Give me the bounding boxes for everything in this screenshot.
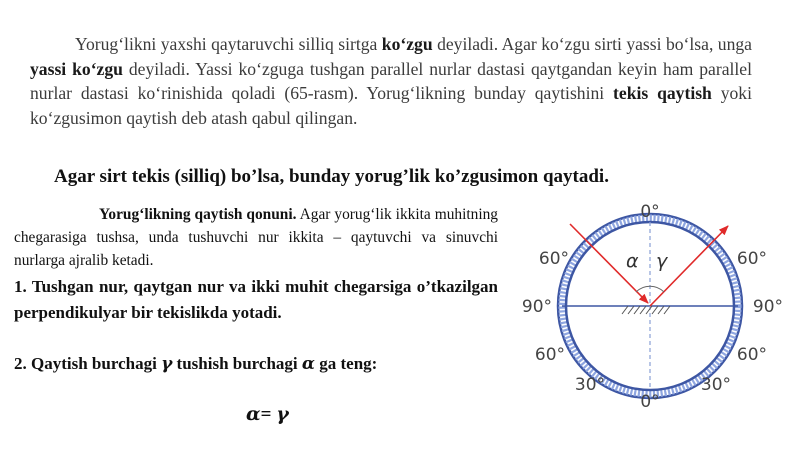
intro-text-2: deyiladi. Agar ko‘zgu sirti yassi bo‘lsa, unga <box>432 34 752 54</box>
rule-2 <box>14 351 498 377</box>
term-specular: tekis qaytish <box>613 83 712 103</box>
formula-gamma: γ <box>276 403 289 425</box>
law-paragraph <box>14 203 498 272</box>
formula <box>246 403 289 426</box>
label-right-mid: 90° <box>752 297 784 317</box>
rule-2-gamma: γ <box>161 354 173 374</box>
label-bottom: 0° <box>640 392 660 412</box>
label-right-lower: 60° <box>736 345 768 365</box>
intro-paragraph <box>30 32 752 130</box>
label-left-lower: 60° <box>534 345 566 365</box>
rule-2-alpha: α <box>301 354 315 374</box>
formula-equals: = <box>260 404 277 425</box>
intro-text-3: deyiladi. Yassi ko‘zguga tushgan parallel nurlar dastasi qaytgandan keyin ham parallel nurlar dastasi ko‘rinishida qoladi (65-rasm). Yorug‘likning bunday qaytishini <box>30 58 753 103</box>
label-right-upper: 60° <box>736 249 768 269</box>
subheading: Agar sirt tekis (silliq) bo’lsa, bunday yorug’lik ko’zgusimon qaytadi. <box>54 166 609 187</box>
label-bottom-left: 30° <box>574 375 606 395</box>
mirror-hatching <box>622 306 670 314</box>
law-title: Yorug‘likning qaytish qonuni. <box>99 206 297 223</box>
rule-2-text-a: 2. Qaytish burchagi <box>14 354 162 373</box>
rule-2-text-b: tushish burchagi <box>172 354 302 373</box>
term-mirror: ko‘zgu <box>381 34 433 54</box>
intro-text-1: Yorug‘likni yaxshi qaytaruvchi silliq sirtga <box>75 34 382 54</box>
label-left-upper: 60° <box>538 249 570 269</box>
intro-text-4: yoki ko‘zgusimon qaytish deb atash qabul qilingan. <box>30 83 752 128</box>
label-bottom-right: 30° <box>700 375 732 395</box>
law-text: Agar yorug‘lik ikkita muhitning chegarasiga tushsa, unda tushuvchi nur ikkita – qaytuvchi va sinuvchi nurlarga ajralib ketadi. <box>14 206 499 269</box>
label-left-mid: 90° <box>521 297 553 317</box>
rule-1: 1. Tushgan nur, qaytgan nur va ikki muhit chegarsiga o’tkazilgan perpendikulyar bir tekislikda yotadi. <box>14 277 498 322</box>
formula-alpha: α <box>246 403 261 425</box>
angle-alpha: α <box>626 250 639 272</box>
label-top: 0° <box>640 202 660 222</box>
rule-2-text-c: ga teng: <box>315 354 378 373</box>
angle-gamma: γ <box>656 250 668 272</box>
reflection-diagram <box>508 198 788 414</box>
term-flat-mirror: yassi ko‘zgu <box>30 58 123 79</box>
